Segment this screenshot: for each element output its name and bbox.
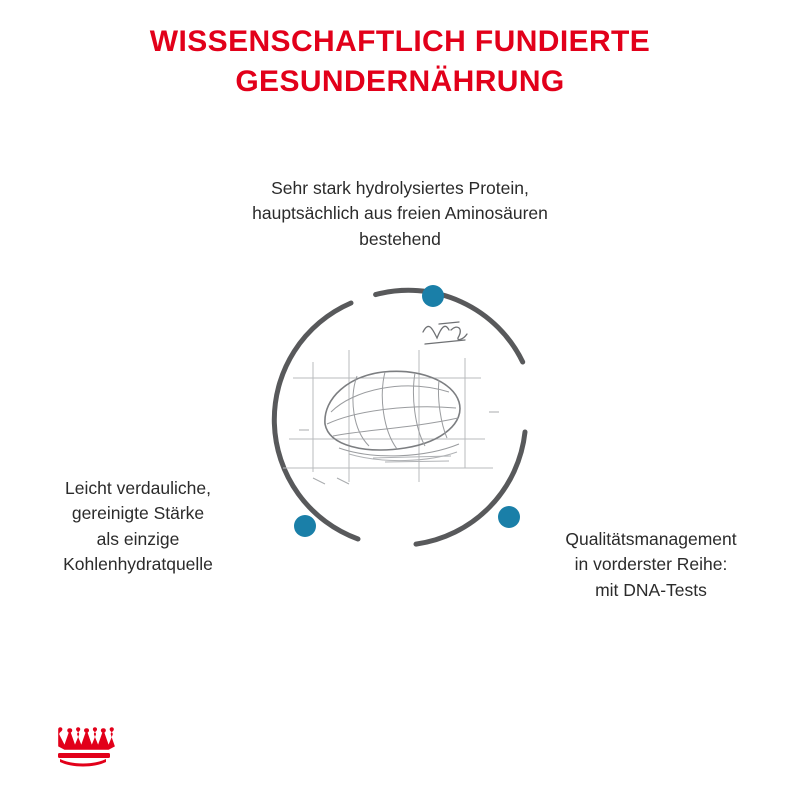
node-dot-right xyxy=(498,506,520,528)
callout-protein-line-3: bestehend xyxy=(359,228,441,249)
callout-starch xyxy=(12,476,264,578)
circular-diagram xyxy=(253,272,547,566)
kibble-sketch xyxy=(283,322,499,484)
ring-arc-top xyxy=(376,290,523,362)
page-title-line-2: GESUNDERNÄHRUNG xyxy=(235,64,565,98)
callout-protein xyxy=(150,176,650,252)
callout-quality-line-1: Qualitätsmanagement xyxy=(565,529,737,549)
page-title-line-1: WISSENSCHAFTLICH FUNDIERTE xyxy=(149,25,651,58)
callout-protein-line-2: hauptsächlich aus freien Aminosäuren xyxy=(252,203,548,224)
callout-starch-line-1: Leicht verdauliche, xyxy=(65,478,211,498)
callout-protein-line-1: Sehr stark hydrolysiertes Protein, xyxy=(271,178,529,198)
callout-quality-line-2: in vorderster Reihe: xyxy=(574,554,728,575)
callout-quality-line-3: mit DNA-Tests xyxy=(595,579,707,600)
diagram-ring xyxy=(274,290,525,544)
node-dot-top xyxy=(422,285,444,307)
callout-quality xyxy=(516,527,786,603)
royal-canin-crown-logo xyxy=(50,722,124,770)
node-dot-left xyxy=(294,515,316,537)
sketch-signature xyxy=(423,322,467,344)
callout-starch-line-4: Kohlenhydratquelle xyxy=(63,554,213,575)
crown-shape xyxy=(58,727,115,766)
callout-starch-line-2: gereinigte Stärke xyxy=(71,503,205,524)
ring-arc-left xyxy=(274,303,358,539)
page-title xyxy=(0,22,800,101)
callout-starch-line-3: als einzige xyxy=(96,528,180,549)
